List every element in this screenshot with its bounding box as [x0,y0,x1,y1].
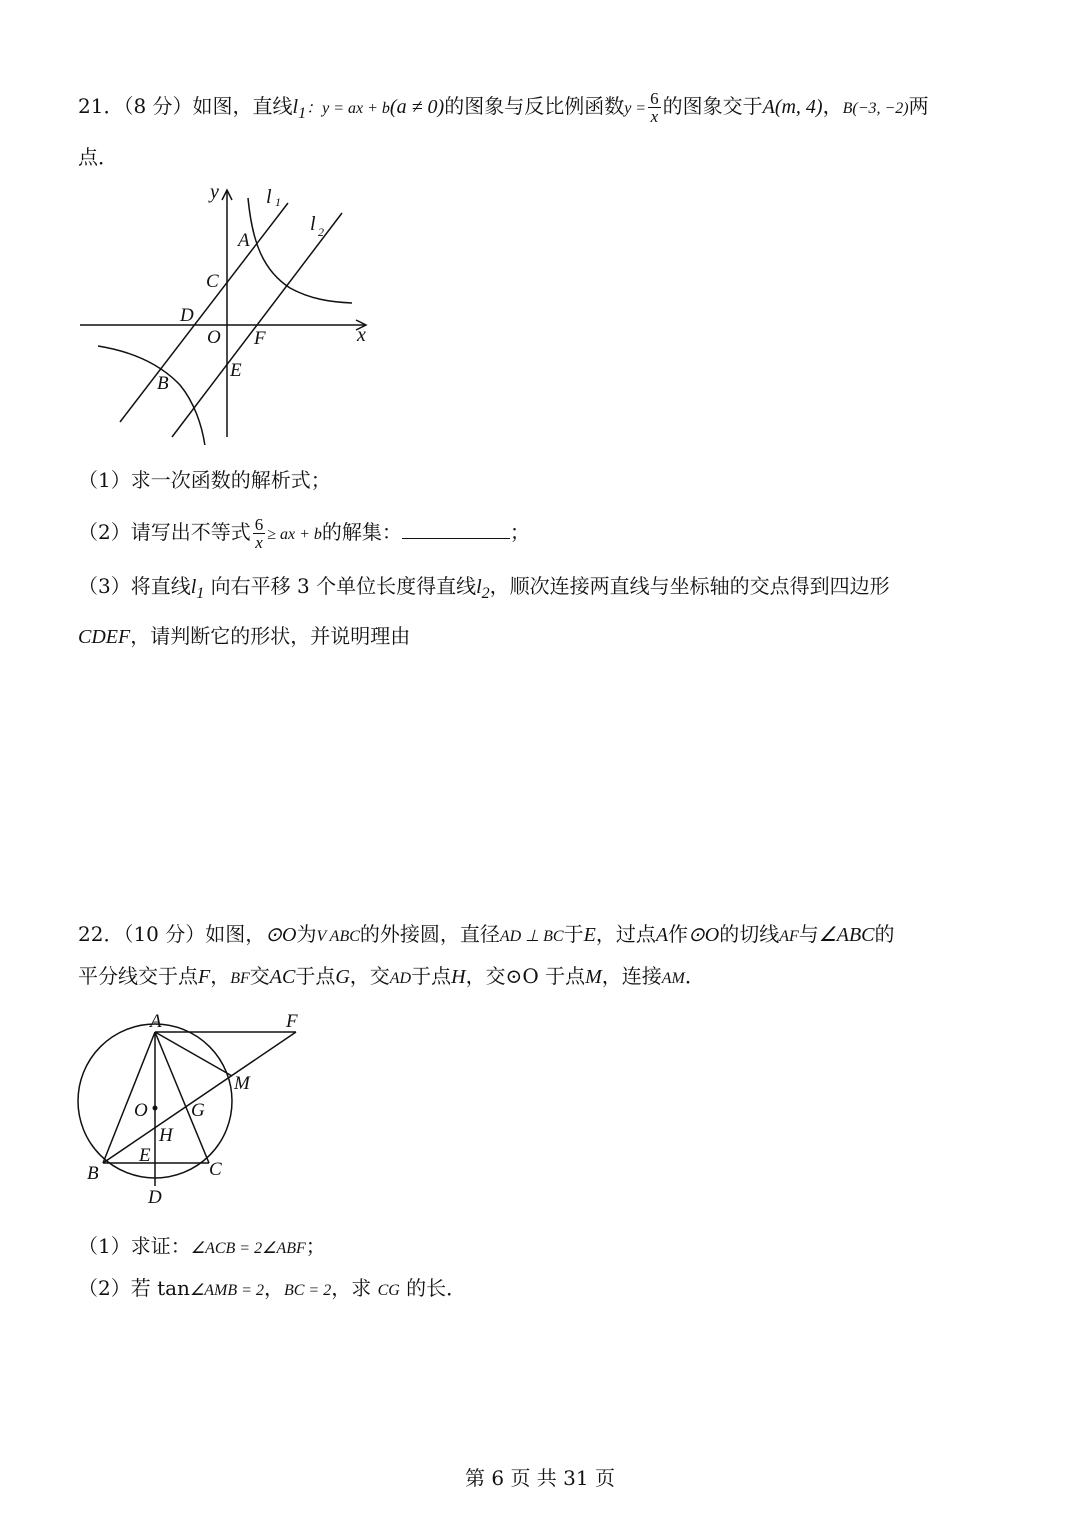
label-l2: l [310,213,316,235]
label-F: F [286,1011,298,1032]
label-D: D [148,1187,162,1208]
center-dot [153,1106,158,1111]
fraction-6-over-x: $\frac{6}{x}$ [650,89,659,126]
label-y: y [210,181,219,203]
label-F: F [254,328,266,349]
q22-part2: （2）若 tan∠AMB = 2，BC = 2，求 CG 的长． [78,1276,467,1300]
label-B: B [87,1163,99,1184]
q21-part3-line1: （3）将直线$l_1$ 向右平移 3 个单位长度得直线$l_2$，顺次连接两直线与坐标轴的交点得到四边形 [78,574,890,602]
q22-line1: 22．（10 分）如图，⊙O为V ABC的外接圆，直径AD ⊥ BC于E，过点A作⊙O的切线AF与∠ABC的 [78,922,895,946]
fraction-6-over-x-2: $\frac{6}{x}$ [254,515,264,552]
q21-line2: 点． [78,145,118,169]
label-E: E [230,360,242,381]
q22-part1: （1）求证：∠ACB = 2∠ABF； [78,1234,326,1258]
side-AB [103,1032,155,1163]
segment-BF [103,1032,296,1163]
label-l1: l [266,186,272,208]
q21-part1: （1）求一次函数的解析式； [78,468,331,492]
label-G: G [191,1100,205,1121]
label-A: A [150,1011,162,1032]
line-l1 [120,203,288,422]
label-A: A [238,230,250,251]
label-H: H [159,1125,173,1146]
label-M: M [234,1073,250,1094]
page-footer: 第 6 页 共 31 页 [465,1466,615,1490]
q21-part2: （2）请写出不等式 $\frac{6}{x}$ ≥ ax + b的解集： ； [78,515,530,552]
label-O: O [134,1100,148,1121]
l1-symbol: $l_1$ [292,96,307,122]
segment-AM [155,1032,232,1076]
label-C: C [209,1159,222,1180]
label-O: O [207,327,221,348]
svg-text:1: 1 [275,195,281,209]
q21-line1: 21．（8 分）如图，直线$l_1$：y = ax + b(a ≠ 0)的图象与反比例函数y = $\frac{6}{x}$ 的图象交于A(m, 4)，B(−3, −2)两 [78,89,929,126]
q21-graph [70,180,390,445]
label-B: B [157,373,169,394]
svg-text:2: 2 [318,225,324,239]
label-x: x [357,324,366,346]
label-C: C [206,271,219,292]
hyperbola-lower [98,346,205,445]
answer-blank[interactable] [402,520,510,539]
q21-part3-line2: CDEF，请判断它的形状，并说明理由 [78,624,411,648]
label-E: E [139,1145,151,1166]
hyperbola-upper [248,198,352,303]
q22-line2: 平分线交于点F，BF交AC于点G，交AD于点H，交⊙O 于点M，连接AM． [78,964,705,988]
q22-figure [70,1005,310,1210]
label-D: D [180,305,194,326]
